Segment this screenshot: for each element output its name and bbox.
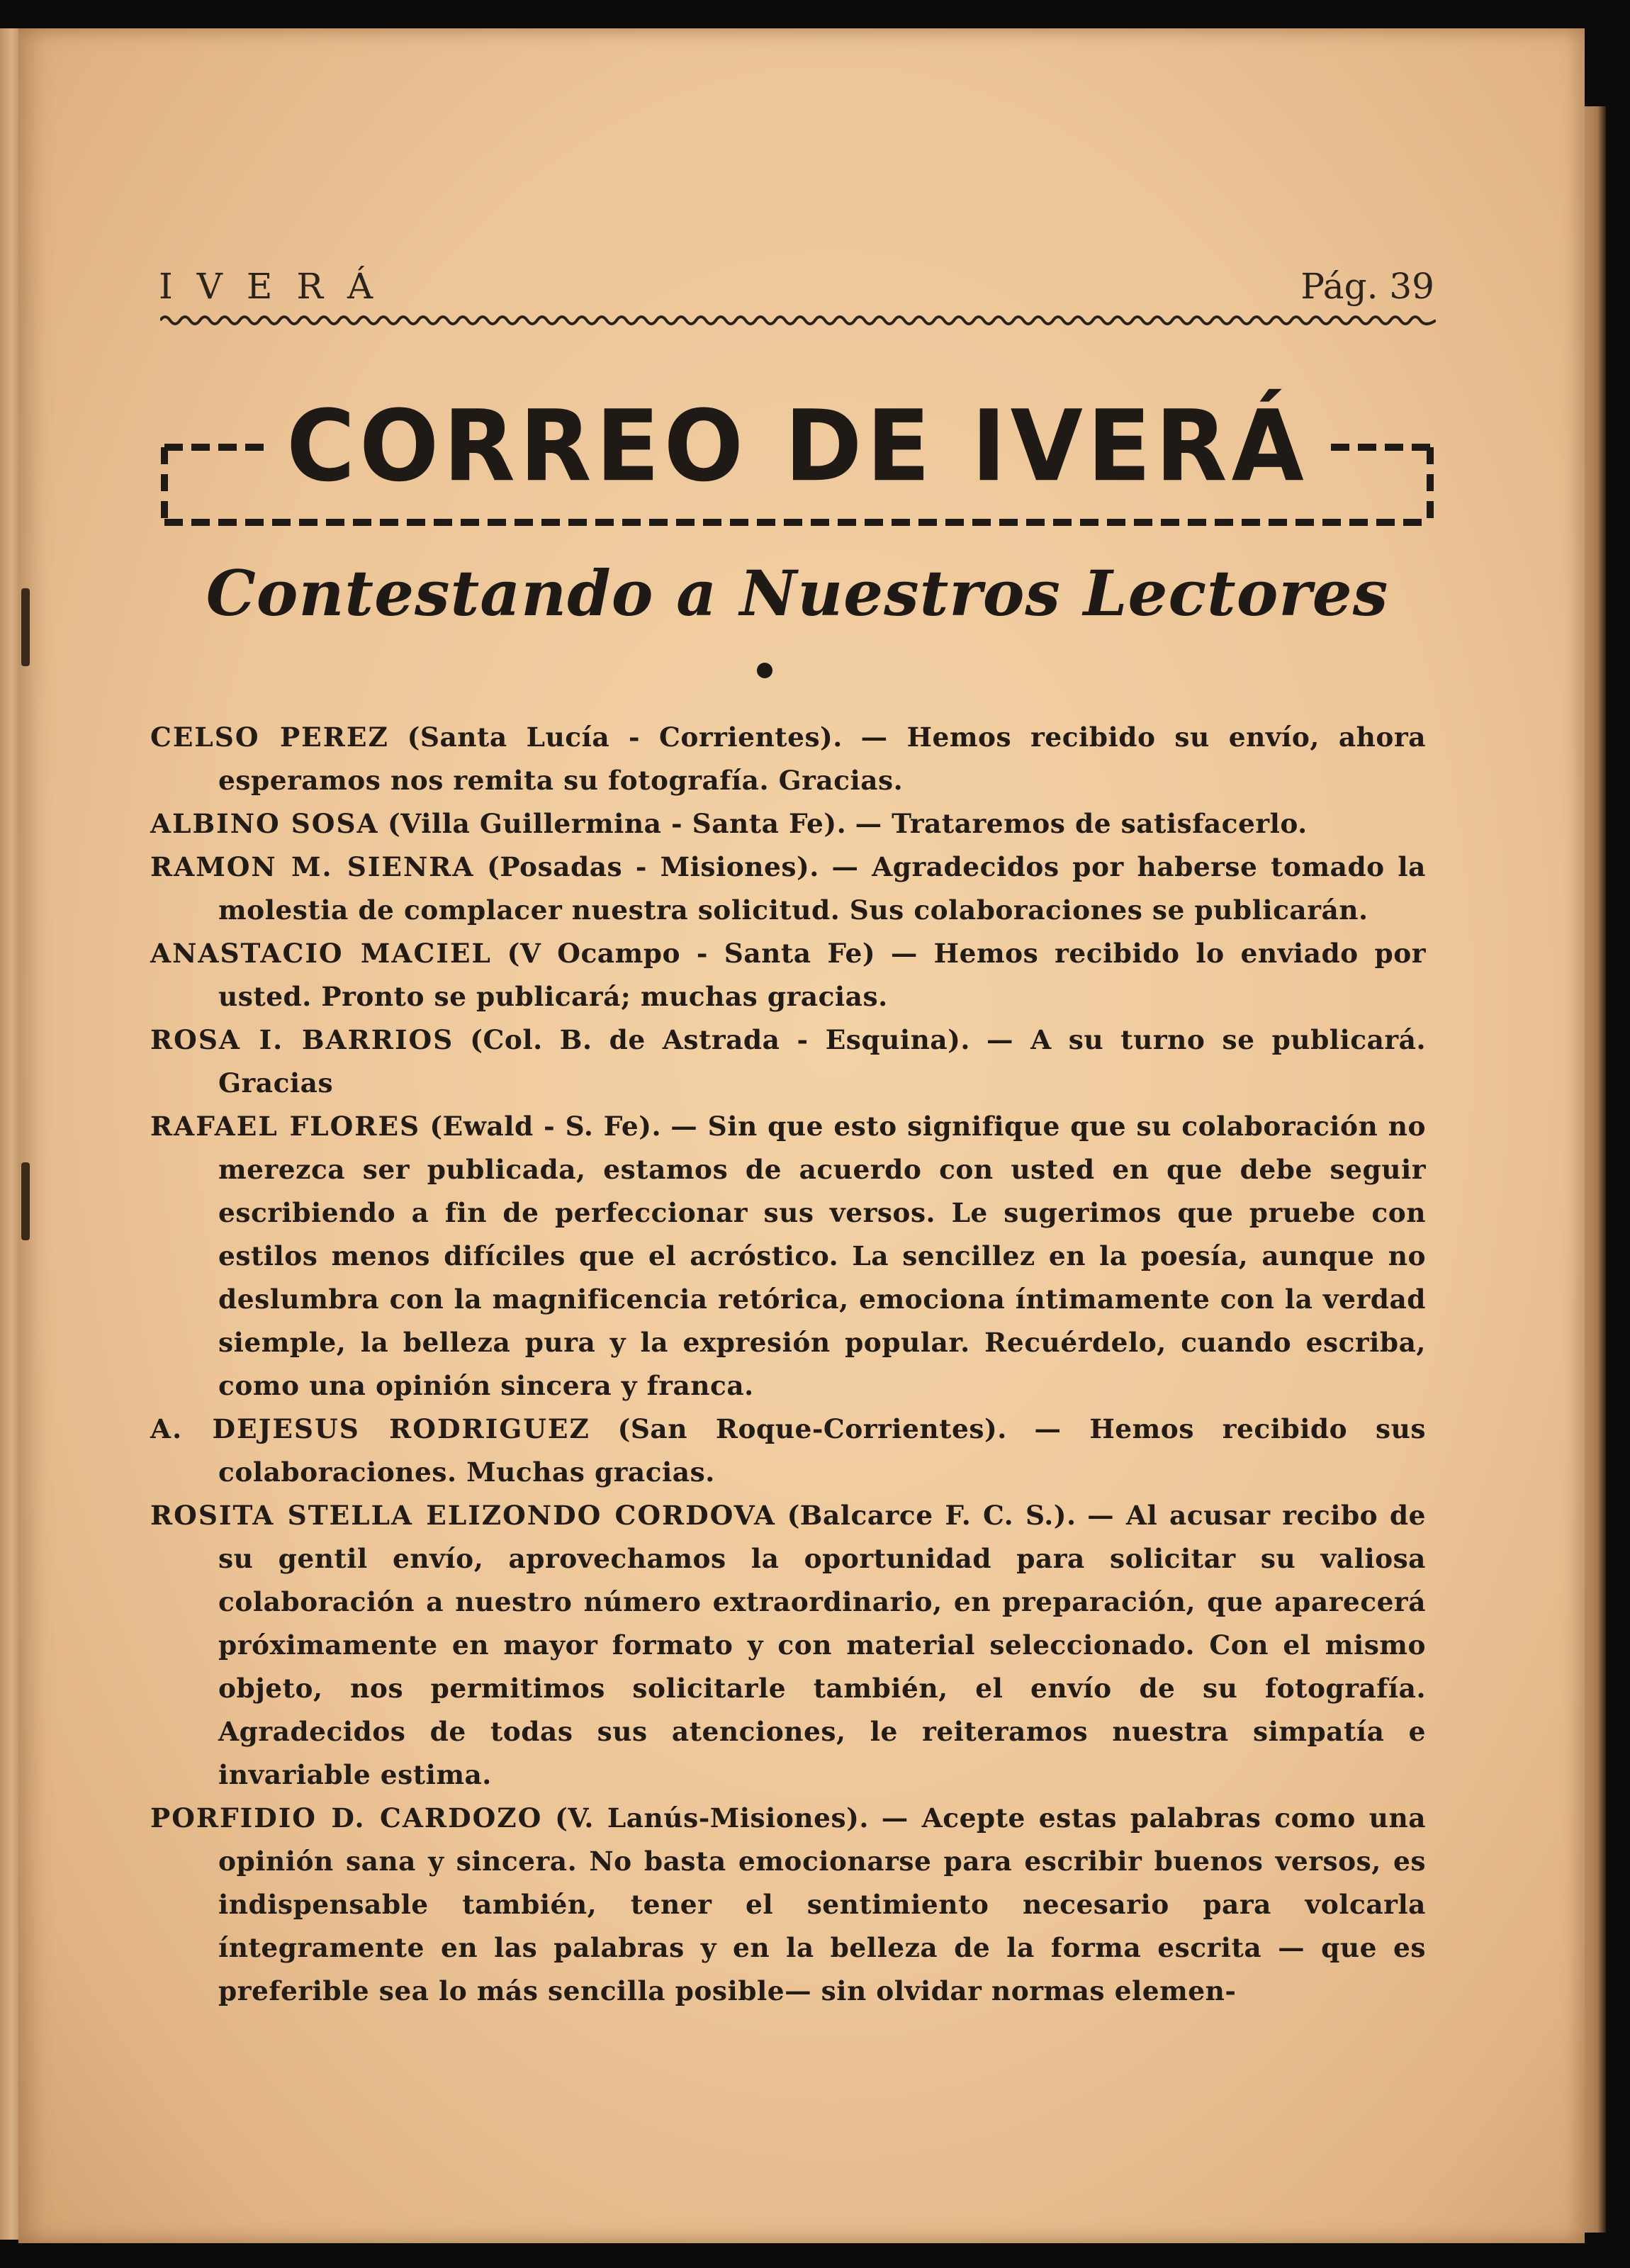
letter-entry	[150, 1408, 1426, 1494]
letter-entry	[150, 932, 1426, 1018]
reader-place: (San Roque-Corrientes).	[617, 1413, 1007, 1444]
reader-place: (Santa Lucía - Corrientes).	[407, 722, 843, 753]
left-page-edge	[0, 28, 18, 2240]
reply-text: — Hemos recibido lo enviado por usted. Pronto se publicará; muchas gracias.	[218, 938, 1427, 1012]
reader-name: ROSA I. BARRIOS	[150, 1024, 454, 1055]
right-page-edge	[1585, 106, 1606, 2233]
wavy-rule	[160, 312, 1436, 329]
reader-place: (V Ocampo - Santa Fe)	[507, 938, 876, 969]
letter-entry	[150, 1797, 1426, 2013]
reader-place: (Col. B. de Astrada - Esquina).	[470, 1024, 970, 1055]
reader-place: (Villa Guillermina - Santa Fe).	[388, 808, 847, 839]
reader-name: ROSITA STELLA ELIZONDO CORDOVA	[150, 1500, 776, 1531]
reader-name: ANASTACIO MACIEL	[150, 938, 492, 969]
page-number: Pág. 39	[1300, 266, 1434, 307]
letter-entry	[150, 716, 1426, 802]
bullet-ornament	[757, 663, 772, 678]
reader-name: RAMON M. SIENRA	[150, 851, 475, 882]
reply-text: — Hemos recibido sus colaboraciones. Muchas gracias.	[218, 1413, 1427, 1488]
reader-name: PORFIDIO D. CARDOZO	[150, 1802, 543, 1834]
running-head	[159, 266, 1434, 315]
reader-name: ALBINO SOSA	[150, 808, 379, 839]
reply-text: — Trataremos de satisfacerlo.	[855, 808, 1308, 839]
banner-title: CORREO DE IVERÁ	[286, 389, 1308, 504]
reader-name: RAFAEL FLORES	[150, 1111, 421, 1142]
section-title: Contestando a Nuestros Lectores	[206, 556, 1389, 630]
reply-text: — A su turno se publicará. Gracias	[218, 1024, 1427, 1099]
reader-place: (Posadas - Misiones).	[487, 851, 819, 882]
binding-mark	[21, 588, 30, 666]
publication-name: IVERÁ	[159, 266, 398, 307]
reply-text: — Sin que esto signifique que su colaboración no merezca ser publicada, estamos de acuerdo con usted en que debe seguir escribiendo a fin de perfeccionar sus versos. Le sugerimos que pruebe con estilos menos difíciles que el acróstico. La sencillez en la poesía, aunque no deslumbra con la magnificencia retórica, emociona íntimamente con la verdad siemple, la belleza pura y la expresión popular. Recuérdelo, cuando escriba, como una opinión sincera y franca.	[218, 1111, 1426, 1401]
reader-place: (Ewald - S. Fe).	[429, 1111, 662, 1142]
reader-name: CELSO PEREZ	[150, 722, 389, 753]
reply-text: — Agradecidos por haberse tomado la molestia de complacer nuestra solicitud. Sus colaboraciones se publicarán.	[218, 851, 1426, 926]
banner	[157, 386, 1437, 532]
letter-entry	[150, 1494, 1426, 1797]
reply-text: — Acepte estas palabras como una opinión sana y sincera. No basta emocionarse para escribir buenos versos, es indispensable también, tener el sentimiento necesario para volcarla íntegramente en las palabras y en la belleza de la forma escrita — que es preferible sea lo más sencilla posible— sin olvidar normas elemen-	[218, 1802, 1427, 2006]
letter-entry	[150, 846, 1426, 932]
letter-entry	[150, 802, 1426, 846]
binding-mark	[21, 1162, 30, 1240]
letter-entry	[150, 1018, 1426, 1105]
reader-place: (Balcarce F. C. S.).	[787, 1500, 1077, 1531]
letter-entry	[150, 1105, 1426, 1408]
letters-column	[150, 716, 1426, 2013]
reader-place: (V. Lanús-Misiones).	[555, 1802, 869, 1834]
reader-name: A. DEJESUS RODRIGUEZ	[150, 1413, 590, 1444]
reply-text: — Hemos recibido su envío, ahora esperamos nos remita su fotografía. Gracias.	[218, 722, 1426, 796]
reply-text: — Al acusar recibo de su gentil envío, aprovechamos la oportunidad para solicitar su valiosa colaboración a nuestro número extraordinario, en preparación, que aparecerá próximamente en mayor formato y con material seleccionado. Con el mismo objeto, nos permitimos solicitarle también, el envío de su fotografía. Agradecidos de todas sus atenciones, le reiteramos nuestra simpatía e invariable estima.	[218, 1500, 1426, 1790]
